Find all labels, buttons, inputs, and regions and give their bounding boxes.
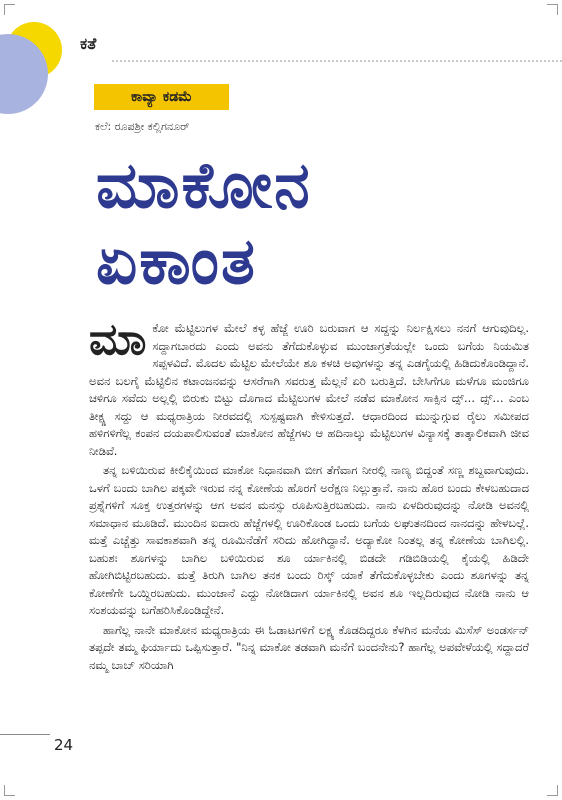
page-number-rule (0, 734, 50, 735)
dotted-divider (112, 60, 562, 62)
author-name: ಕಾವ್ಯಾ ಕಡಮೆ (130, 89, 193, 105)
section-label: ಕತೆ (80, 34, 97, 53)
drop-cap: ಮಾ (89, 314, 147, 365)
story-body (89, 314, 529, 676)
title-line-2: ಏಕಾಂತ (96, 225, 257, 299)
paragraph-3: ಹಾಗೆಲ್ಲ ನಾನೇ ಮಾಕೋನ ಮಧ್ಯರಾತ್ರಿಯ ಈ ಓಡಾಟಗಳಿಗೆ ಲಕ್ಷ್ಯ ಕೊಡದಿದ್ದರೂ ಕೆಳಗಿನ ಮನೆಯ ಮಿಸೆಸ್ ಅಂಡರ್ಸನ್ ತಪ್ಪದೇ ತಮ್ಮ ಫಿರ್ಯಾದು ಒಪ್ಪಿಸುತ್ತಾರೆ. "ನಿನ್ನ ಮಾಕೋ ತಡವಾಗಿ ಮನೆಗೆ ಬಂದನೇನು? ಹಾಗೆಲ್ಲ ಅಪವೇಳೆಯಲ್ಲಿ ಸದ್ದಾದರೆ ನಮ್ಮ ಬಾಬ್ ಸರಿಯಾಗಿ (89, 622, 529, 672)
crop-mark-top-right (547, 4, 558, 15)
paragraph-1 (89, 314, 529, 460)
paragraph-1-text: ಕೋ ಮೆಟ್ಟಿಲುಗಳ ಮೇಲೆ ಕಳ್ಳ ಹೆಜ್ಜೆ ಊರಿ ಬರುವಾಗ ಆ ಸದ್ದನ್ನು ನಿರ್ಲಕ್ಷಿಸಲು ನನಗೆ ಆಗುವುದಿಲ್ಲ. ಸದ್ದಾಗಬಾರದು ಎಂದು ಅವನು ತೆಗೆದುಕೊಳ್ಳುವ ಮುಂಜಾಗ್ರತೆಯಲ್ಲೇ ಒಂದು ಬಗೆಯ ನಿಯಮಿತ ಸಪ್ಪಳವಿದೆ. ಮೊದಲ ಮೆಟ್ಟಿಲ ಮೇಲೆಯೇ ಶೂ ಕಳಚಿ ಅವುಗಳನ್ನು ತನ್ನ ಎಡಗೈಯಲ್ಲಿ ಹಿಡಿದುಕೊಂಡಿದ್ದಾನೆ. ಅವನ ಬಲಗೈ ಮೆಟ್ಟಿಲಿನ ಕಟಾಂಜನವನ್ನು ಆಸರೆಗಾಗಿ ಸವರುತ್ತ ಮೆಲ್ಲನೆ ಏರಿ ಬರುತ್ತಿದೆ. ಬೇಸಿಗೆಗೂ ಮಳೆಗೂ ಮಂಜಿಗೂ ಚಳಿಗೂ ಸವೆದು ಅಲ್ಲಲ್ಲಿ ಬಿರುಕು ಬಿಟ್ಟು ದೊಗಾದ ಮೆಟ್ಟಿಲುಗಳ ಮೇಲೆ ನಡೆವ ಮಾಕೋನ ಸಾಕ್ಸಿನ ದ್ಸ್... ದ್ಸ್... ಎಂಬ ತೀಕ್ಷ್ಣ ಸದ್ದು ಆ ಮಧ್ಯರಾತ್ರಿಯ ನೀರವದಲ್ಲಿ ಸುಸ್ಪಷ್ಟವಾಗಿ ಕೇಳಿಸುತ್ತದೆ. ಆಧಾರದಿಂದ ಮುನ್ನುಗ್ಗುವ ರೈಲು ಸಮೀಪದ ಹಳಿಗಳಿಗೆಲ್ಲ ಕಂಪನ ದಯಪಾಲಿಸುವಂತೆ ಮಾಕೋನ ಹೆಜ್ಜೆಗಳು ಆ ಹದಿನಾಲ್ಕು ಮೆಟ್ಟಿಲುಗಳ ವಿನ್ಯಾಸಕ್ಕೆ ತಾತ್ಕಾಲಿಕವಾಗಿ ಜೀವ ನೀಡಿವೆ. (89, 321, 529, 458)
art-credit: ಕಲೆ: ರೂಪಶ್ರೀ ಕಲ್ಲಿಗನೂರ್ (95, 120, 190, 133)
decorative-circles (0, 20, 64, 130)
crop-mark-bottom-left (4, 785, 15, 796)
crop-mark-top-left (4, 4, 15, 15)
crop-mark-bottom-right (547, 785, 558, 796)
author-badge (94, 84, 229, 110)
title-line-1: ಮಾಕೋನ (96, 149, 312, 223)
page-number: 24 (54, 736, 74, 754)
paragraph-2: ತನ್ನ ಬಳಿಯಿರುವ ಕೀಲಿಕೈಯಿಂದ ಮಾಕೋ ನಿಧಾನವಾಗಿ ಬೀಗ ತೆಗೆವಾಗ ನೀರಲ್ಲಿ ನಾಣ್ಯ ಬಿದ್ದಂತೆ ಸಣ್ಣ ಶಬ್ದವಾಗುವುದು. ಒಳಗೆ ಬಂದು ಬಾಗಿಲ ಪಕ್ಕವೇ ಇರುವ ನನ್ನ ಕೋಣೆಯ ಹೊರಗೆ ಅರೆಕ್ಷಣ ನಿಲ್ಲುತ್ತಾನೆ. ನಾನು ಹೊರ ಬಂದು ಕೇಳಬಹುದಾದ ಪ್ರಶ್ನೆಗಳಿಗೆ ಸೂಕ್ತ ಉತ್ತರಗಳನ್ನು ಆಗ ಅವನ ಮನಸ್ಸು ರೂಪಿಸುತ್ತಿರಬಹುದು. ನಾನು ಏಳದಿರುವುದನ್ನು ನೋಡಿ ಅವನಲ್ಲಿ ಸಮಾಧಾನ ಮೂಡಿದೆ. ಮುಂದಿನ ಐದಾರು ಹೆಜ್ಜೆಗಳಲ್ಲಿ ಊರಿಕೊಂಡ ಒಂದು ಬಗೆಯ ಲಘುತನದಿಂದ ನಾನದನ್ನು ಹೇಳಬಲ್ಲೆ. ಮತ್ತೆ ಎಚ್ಚೆತ್ತು ಸಾವಕಾಶವಾಗಿ ತನ್ನ ರೂಮಿನೆಡೆಗೆ ಸರಿದು ಹೋಗಿದ್ದಾನೆ. ಅದ್ಯಾಕೋ ನಿಂತಲ್ಲ ತನ್ನ ಕೋಣೆಯ ಬಾಗಿಲಲ್ಲಿ. ಬಹುಶಃ ಶೂಗಳನ್ನು ಬಾಗಿಲ ಬಳಿಯಿರುವ ಶೂ ರ್ಯಾಕಿನಲ್ಲಿ ಬಿಡದೇ ಗಡಿಬಿಡಿಯಲ್ಲಿ ಕೈಯಲ್ಲಿ ಹಿಡಿದೇ ಹೋಗಿಬಿಟ್ಟಿರಬಹುದು. ಮತ್ತೆ ತಿರುಗಿ ಬಾಗಿಲ ತನಕ ಬಂದು ರಿಸ್ಕ್ ಯಾಕೆ ತೆಗೆದುಕೊಳ್ಳಬೇಕು ಎಂದು ಶೂಗಳನ್ನು ತನ್ನ ಕೋಣೆಗೇ ಒಯ್ದಿರಬಹುದು. ಮುಂಜಾನೆ ಎದ್ದು ನೋಡಿದಾಗ ರ್ಯಾಕಿನಲ್ಲಿ ಅವನ ಶೂ ಇಲ್ಲದಿರುವುದ ನೋಡಿ ನಾನು ಆ ಸಂಶಯವನ್ನು ಬಗೆಹರಿಸಿಕೊಂಡಿದ್ದೇನೆ. (89, 463, 529, 617)
story-title (96, 148, 312, 300)
